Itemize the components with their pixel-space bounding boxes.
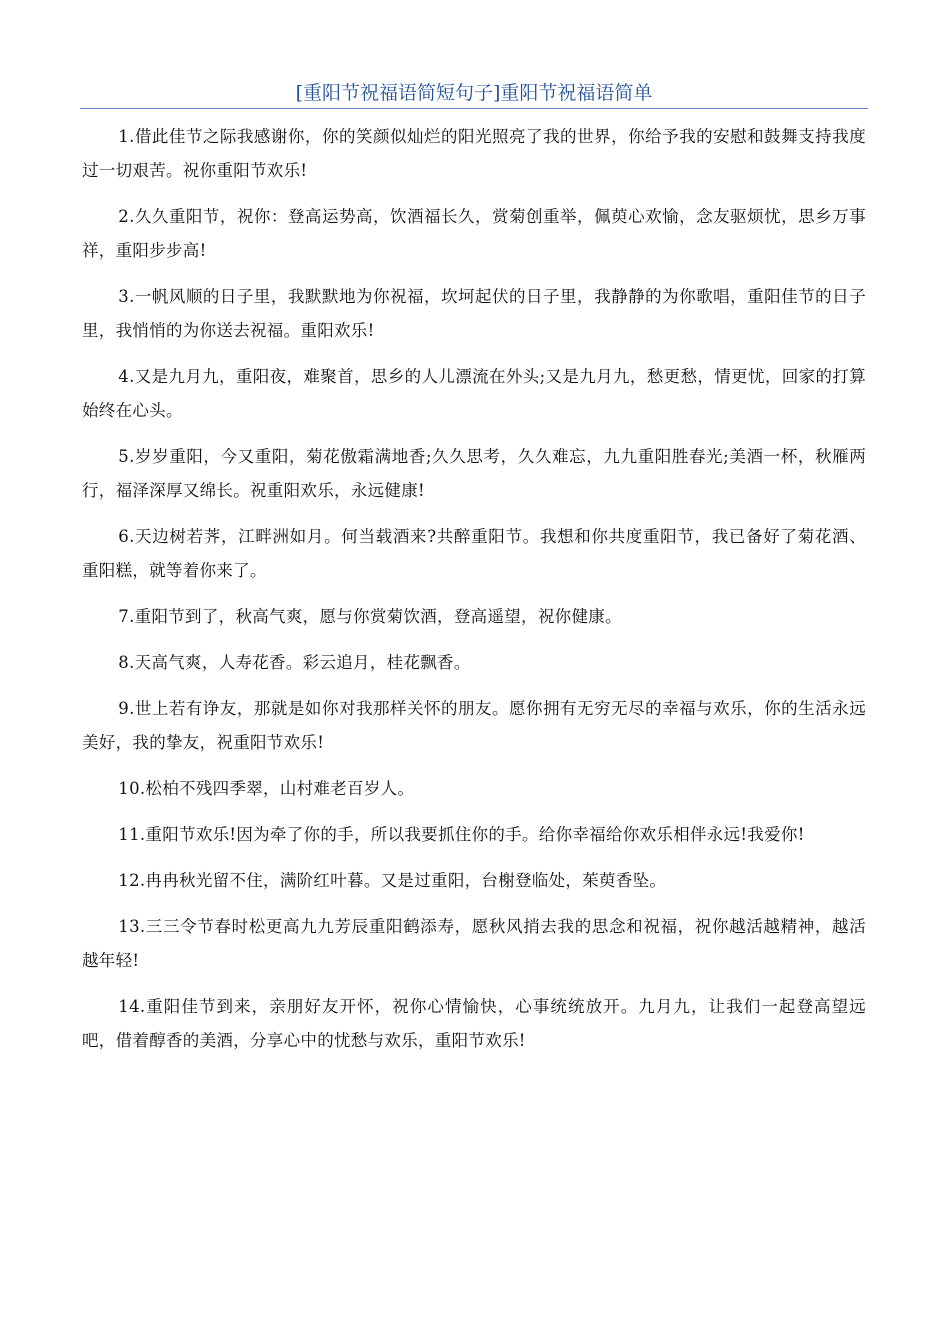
paragraph-2: 2.久久重阳节，祝你：登高运势高，饮酒福长久，赏菊创重举，佩萸心欢愉，念友驱烦忧，思乡万事祥，重阳步步高! — [82, 207, 866, 260]
document-body — [82, 120, 866, 1070]
paragraph-13: 13.三三令节春时松更高九九芳辰重阳鹤添寿，愿秋风捎去我的思念和祝福，祝你越活越精神，越活越年轻! — [82, 917, 866, 970]
header-divider — [80, 108, 868, 109]
paragraph-6: 6.天边树若荠，江畔洲如月。何当载酒来?共醉重阳节。我想和你共度重阳节，我已备好了菊花酒、重阳糕，就等着你来了。 — [82, 527, 866, 580]
paragraph-11: 11.重阳节欢乐!因为牵了你的手，所以我要抓住你的手。给你幸福给你欢乐相伴永远!我爱你! — [118, 825, 805, 844]
paragraph-12: 12.冉冉秋光留不住，满阶红叶暮。又是过重阳，台榭登临处，茱萸香坠。 — [118, 871, 667, 890]
paragraph-10: 10.松柏不残四季翠，山村难老百岁人。 — [118, 779, 415, 798]
paragraph-4: 4.又是九月九，重阳夜，难聚首，思乡的人儿漂流在外头;又是九月九，愁更愁，情更忧，回家的打算始终在心头。 — [82, 367, 866, 420]
paragraph-9: 9.世上若有诤友，那就是如你对我那样关怀的朋友。愿你拥有无穷无尽的幸福与欢乐，你的生活永远美好，我的挚友，祝重阳节欢乐! — [82, 699, 866, 752]
paragraph-5: 5.岁岁重阳，今又重阳，菊花傲霜满地香;久久思考，久久难忘，九九重阳胜春光;美酒一杯，秋雁两行，福泽深厚又绵长。祝重阳欢乐，永远健康! — [82, 447, 866, 500]
paragraph-1: 1.借此佳节之际我感谢你，你的笑颜似灿烂的阳光照亮了我的世界，你给予我的安慰和鼓舞支持我度过一切艰苦。祝你重阳节欢乐! — [82, 127, 866, 180]
paragraph-8: 8.天高气爽，人寿花香。彩云追月，桂花飘香。 — [118, 653, 471, 672]
paragraph-14: 14.重阳佳节到来，亲朋好友开怀，祝你心情愉快，心事统统放开。九月九，让我们一起登高望远吧，借着醇香的美酒，分享心中的忧愁与欢乐，重阳节欢乐! — [82, 997, 866, 1050]
paragraph-7: 7.重阳节到了，秋高气爽，愿与你赏菊饮酒，登高遥望，祝你健康。 — [118, 607, 622, 626]
page-title: [重阳节祝福语简短句子]重阳节祝福语简单 — [295, 82, 653, 104]
paragraph-3: 3.一帆风顺的日子里，我默默地为你祝福，坎坷起伏的日子里，我静静的为你歌唱，重阳佳节的日子里，我悄悄的为你送去祝福。重阳欢乐! — [82, 287, 866, 340]
